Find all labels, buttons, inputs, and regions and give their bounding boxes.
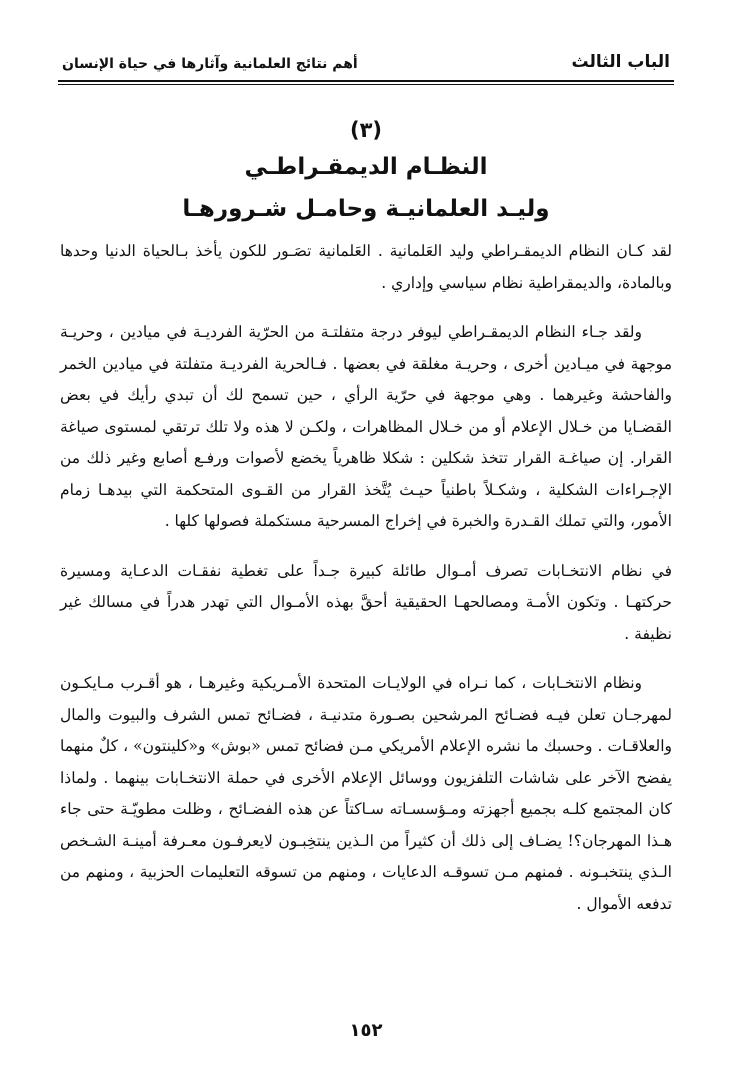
chapter-title: الباب الثالث [571, 52, 670, 72]
paragraph-4: ونظام الانتخـابات ، كما نـراه في الولايـات المتحدة الأمـريكية وغيرهـا ، هو أقـرب مـايكـون لمهرجـان تعلن فيـه فضـائح المرشحين بصـورة متدنيـة ، فضـائح تمس الشرف والبيوت والمال والعلاقـات . وحسبك ما نشره الإعلام الأمريكي مـن فضائح تمس «بوش» و«كلينتون» ، كلٌ منهما يفضح الآخر على شاشات التلفزيون ووسائل الإعلام الأخرى في حملة الانتخـابات بينهما . ولماذا كان المجتمع كلـه بجميع أجهزته ومـؤسسـاته سـاكتاً عن هذه الفضـائح ، وظلت مطويّـة حتى جاء هـذا المهرجان؟! يضـاف إلى ذلك أن كثيراً من الـذين ينتخِبـون لايعرفـون معـرفة أمينـة الشـخص الـذي ينتخبـونه . فمنهم مـن تسوقـه الدعايات ، ومنهم من تسوقه التعليمات الحزبية ، ومنهم من تدفعه الأموال . [60, 674, 672, 913]
page-number: ١٥٢ [349, 1020, 383, 1041]
section-number: (٣) [349, 118, 383, 142]
paragraph-3: في نظام الانتخـابات تصرف أمـوال طائلة كبيرة جـداً على تغطية نفقـات الدعـاية ومسيرة حركتهـا . وتكون الأمـة ومصالحهـا الحقيقية أحقَّ بهذه الأمـوال التي تهدر هدراً في مسالك غير نظيفة . [60, 561, 672, 643]
body-text [60, 236, 672, 938]
paragraph-2: ولقد جـاء النظام الديمقـراطي ليوفر درجة متفلتـة من الحرّية الفرديـة في ميادين ، وحريـة موجهة في ميـادين أخرى ، وحريـة مغلقة في بعضها . فـالحرية الفرديـة متفلتة في ميادين الخمر والفاحشة وغيرهما . وهي موجهة في حرّية الرأي ، حين تسمح لك أن تبدي رأيك في بعض القضـايا من خـلال الإعلام أو من خـلال المظاهرات ، ولكـن لا هذه ولا تلك ترتقي لمستوى صياغة القرار. إن صياغـة القرار تتخذ شكلين : شكلا ظاهرياً يخضع لأصوات ورفـع أصابع وغير ذلك من الإجـراءات الشكلية ، وشكـلاً باطنياً حيـث يُتَّخذ القرار من القـوى المتحكمة التي بيدهـا زمام الأمور، والتي تملك القـدرة والخبرة في إخراج المسرحية مستكملة فصولها كلها . [60, 323, 672, 530]
section-title-line-2: وليـد العلمانيـة وحامـل شـرورهـا [182, 196, 550, 222]
page-header [58, 46, 674, 86]
header-rule-thin [58, 84, 674, 85]
section-title-line-1: النظـام الديمقـراطـي [244, 154, 488, 180]
running-title: أهم نتائج العلمانية وآثارها في حياة الإنسان [62, 56, 358, 72]
paragraph-1: لقد كـان النظام الديمقـراطي وليد العَلمانية . العَلمانية تصَـور للكون يأخذ بـالحياة الدنيا وحدها وبالمادة، والديمقراطية نظام سياسي وإداري . [60, 242, 672, 292]
header-rule-thick [58, 80, 674, 82]
